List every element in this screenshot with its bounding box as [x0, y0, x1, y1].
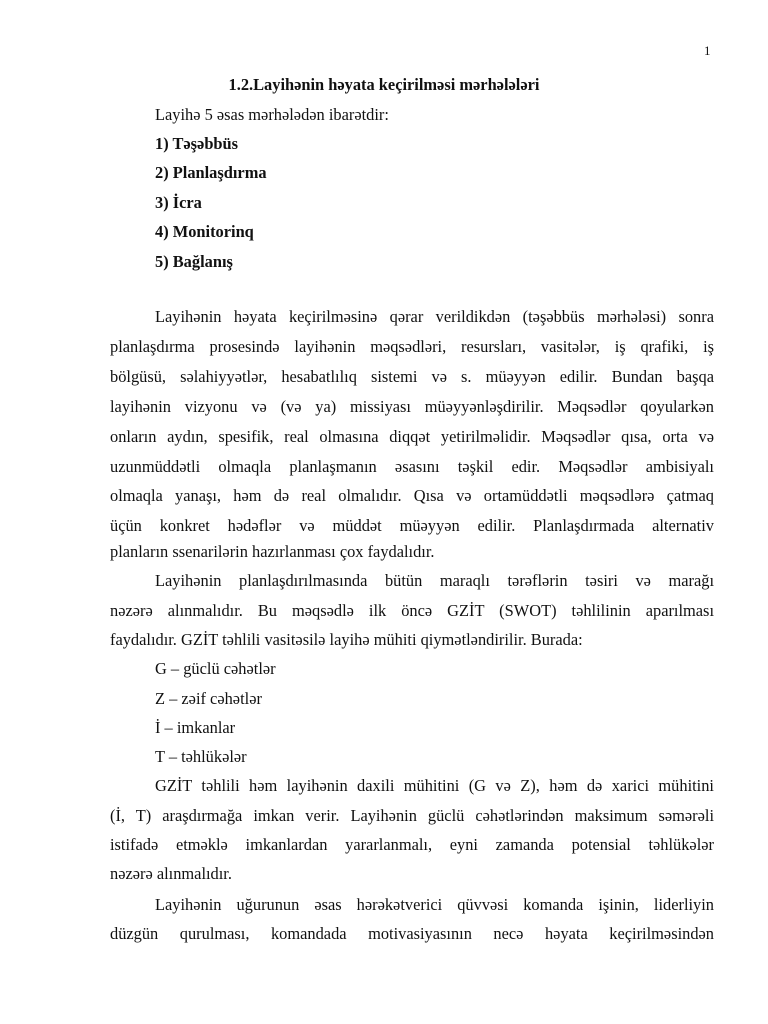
paragraph-line: GZİT təhlili həm layihənin daxili mühitini (G və Z), həm də xarici mühitini — [155, 776, 714, 795]
paragraph-line: nəzərə alınmalıdır. — [110, 864, 232, 883]
paragraph-line: (İ, T) araşdırmağa imkan verir. Layihənin güclü cəhətlərindən maksimum səmərəli — [110, 806, 714, 825]
swot-item: Z – zəif cəhətlər — [155, 689, 262, 708]
paragraph-line: istifadə etməklə imkanlardan yararlanmalı, eyni zamanda potensial təhlükələr — [110, 835, 714, 854]
paragraph-line: Layihənin uğurunun əsas hərəkətverici qüvvəsi komanda işinin, liderliyin — [155, 895, 714, 914]
stage-item: 5) Bağlanış — [155, 252, 233, 271]
paragraph-line: planların ssenarilərin hazırlanması çox faydalıdır. — [110, 542, 435, 561]
paragraph-line: onların aydın, spesifik, real olmasına diqqət yetirilməlidir. Məqsədlər qısa, orta və — [110, 427, 714, 446]
paragraph-line: faydalıdır. GZİT təhlili vasitəsilə layihə mühiti qiymətləndirilir. Burada: — [110, 630, 583, 649]
paragraph-line: olmaqla yanaşı, həm də real olmalıdır. Qısa və ortamüddətli məqsədlərə çatmaq — [110, 486, 714, 505]
stage-item: 3) İcra — [155, 193, 202, 212]
intro-text: Layihə 5 əsas mərhələdən ibarətdir: — [155, 105, 389, 124]
swot-item: T – təhlükələr — [155, 747, 247, 766]
paragraph-line: nəzərə alınmalıdır. Bu məqsədlə ilk öncə GZİT (SWOT) təhlilinin aparılması — [110, 601, 714, 620]
paragraph-line: düzgün qurulması, komandada motivasiyasının necə həyata keçirilməsindən — [110, 924, 714, 943]
paragraph-line: bölgüsü, səlahiyyətlər, hesabatlılıq sistemi və s. müəyyən edilir. Bundan başqa — [110, 367, 714, 386]
stage-item: 4) Monitorinq — [155, 222, 254, 241]
swot-item: İ – imkanlar — [155, 718, 236, 737]
paragraph-line: üçün konkret hədəflər və müddət müəyyən edilir. Planlaşdırmada alternativ — [110, 516, 714, 535]
paragraph-line: planlaşdırma prosesində layihənin məqsədləri, resursları, vasitələr, iş qrafiki, iş — [110, 337, 714, 356]
paragraph-line: uzunmüddətli olmaqla planlaşmanın əsasını təşkil edir. Məqsədlər ambisiyalı — [110, 457, 714, 476]
paragraph-line: Layihənin planlaşdırılmasında bütün maraqlı tərəflərin təsiri və marağı — [155, 571, 714, 590]
paragraph-line: layihənin vizyonu və (və ya) missiyası müəyyənləşdirilir. Məqsədlər qoyularkən — [110, 397, 714, 416]
section-title: 1.2.Layihənin həyata keçirilməsi mərhələləri — [228, 75, 540, 94]
stage-item: 1) Təşəbbüs — [155, 134, 239, 153]
paragraph-line: Layihənin həyata keçirilməsinə qərar verildikdən (təşəbbüs mərhələsi) sonra — [155, 307, 714, 326]
swot-item: G – güclü cəhətlər — [155, 659, 276, 678]
stage-item: 2) Planlaşdırma — [155, 163, 267, 182]
page-number: 1 — [704, 43, 711, 58]
